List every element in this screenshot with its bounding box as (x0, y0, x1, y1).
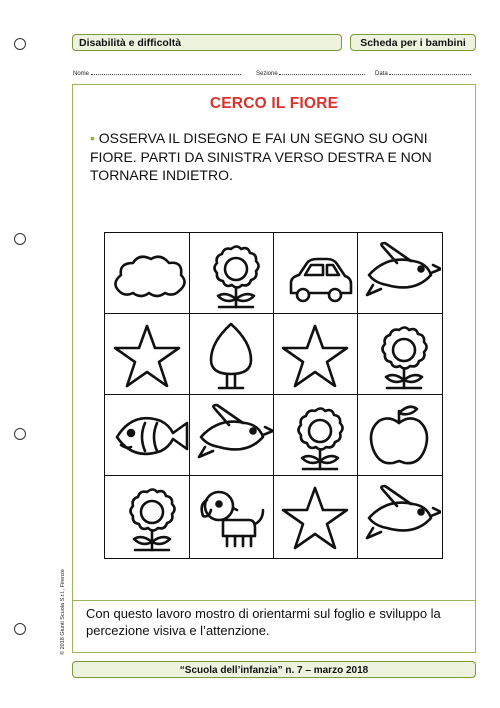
date-field[interactable] (375, 68, 471, 77)
instructions (90, 129, 470, 185)
bird-icon (357, 233, 441, 314)
section-field[interactable] (256, 68, 365, 77)
fish-icon (105, 395, 189, 476)
flower-icon (189, 233, 273, 314)
picture-grid (104, 232, 443, 559)
magazine-tag: “Scuola dell’infanzia” n. 7 – marzo 2018 (72, 661, 476, 678)
grid-cell[interactable] (105, 314, 189, 395)
car-icon (273, 233, 357, 314)
apple-icon (357, 395, 441, 476)
grid-cell[interactable] (357, 476, 441, 557)
grid-cell[interactable] (357, 395, 441, 476)
cloud-icon (105, 233, 189, 314)
grid-cell[interactable] (273, 233, 357, 314)
section-tag: Disabilità e difficoltà (72, 34, 342, 51)
bird-icon (189, 395, 273, 476)
binder-hole-top (14, 38, 26, 50)
grid-cell[interactable] (273, 476, 357, 557)
instructions-text: OSSERVA IL DISEGNO E FAI UN SEGNO SU OGNI FIORE. PARTI DA SINISTRA VERSO DESTRA E NON TORNARE INDIETRO. (90, 130, 432, 183)
name-label: Nome (73, 71, 90, 77)
footer-text: Con questo lavoro mostro di orientarmi sul foglio e sviluppo la percezione visiva e l’attenzione. (86, 606, 441, 638)
section-label: Sezione (256, 71, 278, 77)
grid-cell[interactable] (105, 476, 189, 557)
bullet-icon: • (90, 130, 95, 146)
grid-cell[interactable] (189, 476, 273, 557)
binder-hole-bottom (14, 623, 26, 635)
bird-icon (357, 476, 441, 557)
footer-separator (72, 600, 476, 601)
flower-icon (105, 476, 189, 557)
grid-cell[interactable] (189, 314, 273, 395)
star-icon (105, 314, 189, 395)
grid-cell[interactable] (189, 233, 273, 314)
binder-hole-middle (14, 233, 26, 245)
date-label: Data (375, 71, 388, 77)
name-field[interactable] (73, 68, 241, 77)
flower-icon (273, 395, 357, 476)
grid-cell[interactable] (357, 233, 441, 314)
grid-cell[interactable] (357, 314, 441, 395)
worksheet-tag: Scheda per i bambini (350, 34, 476, 51)
grid-cell[interactable] (105, 233, 189, 314)
copyright: © 2018 Giunti Scuola S.r.l., Firenze (60, 569, 66, 655)
flower-icon (357, 314, 441, 395)
star-icon (273, 314, 357, 395)
binder-hole-lower (14, 428, 26, 440)
dog-icon (189, 476, 273, 557)
grid-cell[interactable] (105, 395, 189, 476)
grid-cell[interactable] (189, 395, 273, 476)
grid-cell[interactable] (273, 314, 357, 395)
tree-icon (189, 314, 273, 395)
star-icon (273, 476, 357, 557)
grid-cell[interactable] (273, 395, 357, 476)
worksheet-title: CERCO IL FIORE (209, 95, 339, 112)
